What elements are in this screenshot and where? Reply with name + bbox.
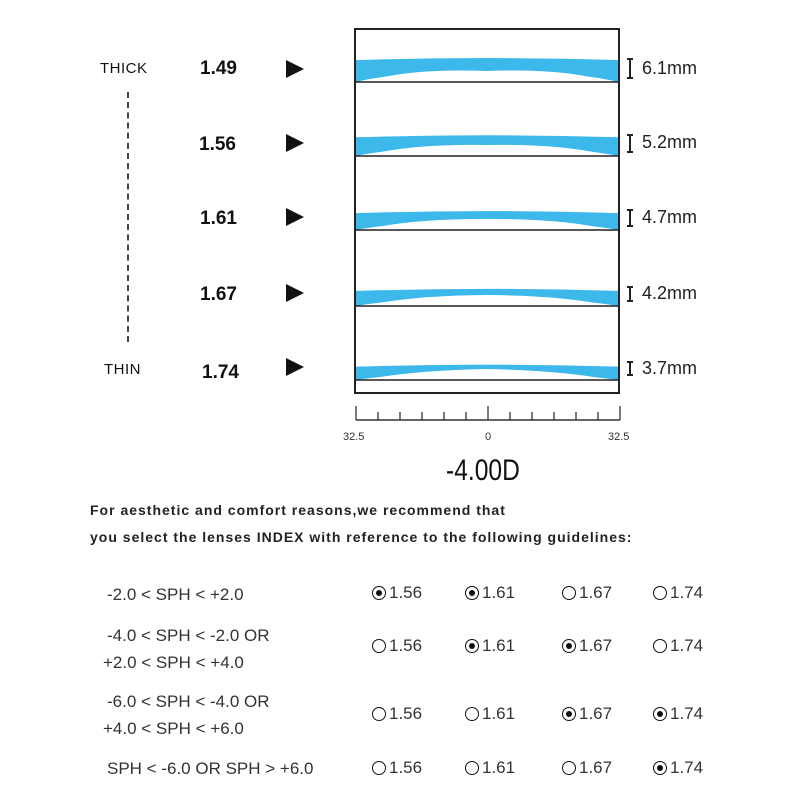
- thickness-label: 3.7mm: [642, 358, 698, 378]
- condition-line: +2.0 < SPH < +4.0: [103, 653, 244, 672]
- index-option[interactable]: [372, 636, 422, 656]
- ruler-right-label: 32.5: [608, 431, 630, 443]
- radio-checked-icon[interactable]: [653, 707, 667, 721]
- guideline-condition: [103, 622, 270, 676]
- thickness-label: 5.2mm: [642, 132, 698, 152]
- option-label: 1.61: [482, 704, 516, 723]
- index-option[interactable]: [372, 583, 422, 603]
- guideline-condition: [107, 755, 313, 782]
- option-label: 1.74: [670, 583, 704, 602]
- thickness-bracket-icon: [627, 209, 633, 227]
- index-option[interactable]: [653, 636, 703, 656]
- index-option[interactable]: [562, 704, 612, 724]
- thickness-label: 4.7mm: [642, 207, 698, 227]
- ruler: [350, 404, 626, 424]
- radio-checked-icon[interactable]: [465, 639, 479, 653]
- radio-checked-icon[interactable]: [465, 586, 479, 600]
- radio-checked-icon[interactable]: [562, 707, 576, 721]
- option-label: 1.61: [482, 583, 516, 602]
- ruler-center-label: 0: [485, 431, 492, 443]
- index-option[interactable]: [465, 583, 515, 603]
- condition-line: SPH < -6.0 OR SPH > +6.0: [107, 759, 314, 778]
- thin-label: THIN: [104, 361, 141, 378]
- radio-checked-icon[interactable]: [562, 639, 576, 653]
- radio-unchecked-icon[interactable]: [562, 586, 576, 600]
- option-label: 1.67: [579, 758, 613, 777]
- option-label: 1.56: [389, 636, 423, 655]
- condition-line: +4.0 < SPH < +6.0: [103, 719, 244, 738]
- option-label: 1.61: [482, 636, 516, 655]
- index-option[interactable]: [562, 583, 612, 603]
- lens-cross-sections: [356, 30, 618, 392]
- index-label: 1.49: [200, 58, 237, 79]
- condition-line: -6.0 < SPH < -4.0 OR: [107, 692, 270, 711]
- guideline-condition: [107, 581, 244, 608]
- condition-line: -2.0 < SPH < +2.0: [107, 585, 244, 604]
- thickness-bracket-icon: [627, 134, 633, 153]
- thickness-bracket-icon: [627, 58, 633, 79]
- arrow-icon: [286, 284, 304, 302]
- index-option[interactable]: [465, 704, 515, 724]
- index-label: 1.67: [200, 284, 237, 305]
- arrow-icon: [286, 134, 304, 152]
- index-option[interactable]: [653, 758, 703, 778]
- radio-unchecked-icon[interactable]: [653, 586, 667, 600]
- radio-unchecked-icon[interactable]: [653, 639, 667, 653]
- arrow-icon: [286, 358, 304, 376]
- lens-power: -4.00D: [446, 454, 520, 487]
- option-label: 1.56: [389, 758, 423, 777]
- arrow-icon: [286, 208, 304, 226]
- option-label: 1.67: [579, 704, 613, 723]
- recommendation-line-1: For aesthetic and comfort reasons,we recommend that: [90, 502, 506, 518]
- index-label: 1.74: [202, 362, 239, 383]
- lens-comparison-panel: [354, 28, 620, 394]
- ruler-left-label: 32.5: [343, 431, 365, 443]
- index-label: 1.61: [200, 208, 237, 229]
- index-option[interactable]: [372, 704, 422, 724]
- index-label: 1.56: [199, 134, 236, 155]
- guideline-condition: [103, 688, 270, 742]
- option-label: 1.74: [670, 758, 704, 777]
- option-label: 1.74: [670, 636, 704, 655]
- radio-unchecked-icon[interactable]: [562, 761, 576, 775]
- thickness-label: 4.2mm: [642, 283, 698, 303]
- radio-unchecked-icon[interactable]: [372, 761, 386, 775]
- index-option[interactable]: [653, 704, 703, 724]
- option-label: 1.74: [670, 704, 704, 723]
- thick-label: THICK: [100, 60, 148, 77]
- option-label: 1.56: [389, 583, 423, 602]
- radio-unchecked-icon[interactable]: [465, 707, 479, 721]
- option-label: 1.61: [482, 758, 516, 777]
- option-label: 1.67: [579, 636, 613, 655]
- index-option[interactable]: [653, 583, 703, 603]
- condition-line: -4.0 < SPH < -2.0 OR: [107, 626, 270, 645]
- option-label: 1.56: [389, 704, 423, 723]
- radio-unchecked-icon[interactable]: [372, 639, 386, 653]
- index-option[interactable]: [562, 636, 612, 656]
- index-option[interactable]: [465, 636, 515, 656]
- radio-unchecked-icon[interactable]: [372, 707, 386, 721]
- thickness-bracket-icon: [627, 361, 633, 376]
- radio-checked-icon[interactable]: [653, 761, 667, 775]
- option-label: 1.67: [579, 583, 613, 602]
- index-option[interactable]: [372, 758, 422, 778]
- index-option[interactable]: [465, 758, 515, 778]
- arrow-icon: [286, 60, 304, 78]
- recommendation-line-2: you select the lenses INDEX with reference to the following guidelines:: [90, 529, 633, 545]
- thickness-label: 6.1mm: [642, 58, 698, 78]
- thickness-bracket-icon: [627, 286, 633, 302]
- index-option[interactable]: [562, 758, 612, 778]
- radio-unchecked-icon[interactable]: [465, 761, 479, 775]
- radio-checked-icon[interactable]: [372, 586, 386, 600]
- thickness-scale-line: [127, 92, 129, 342]
